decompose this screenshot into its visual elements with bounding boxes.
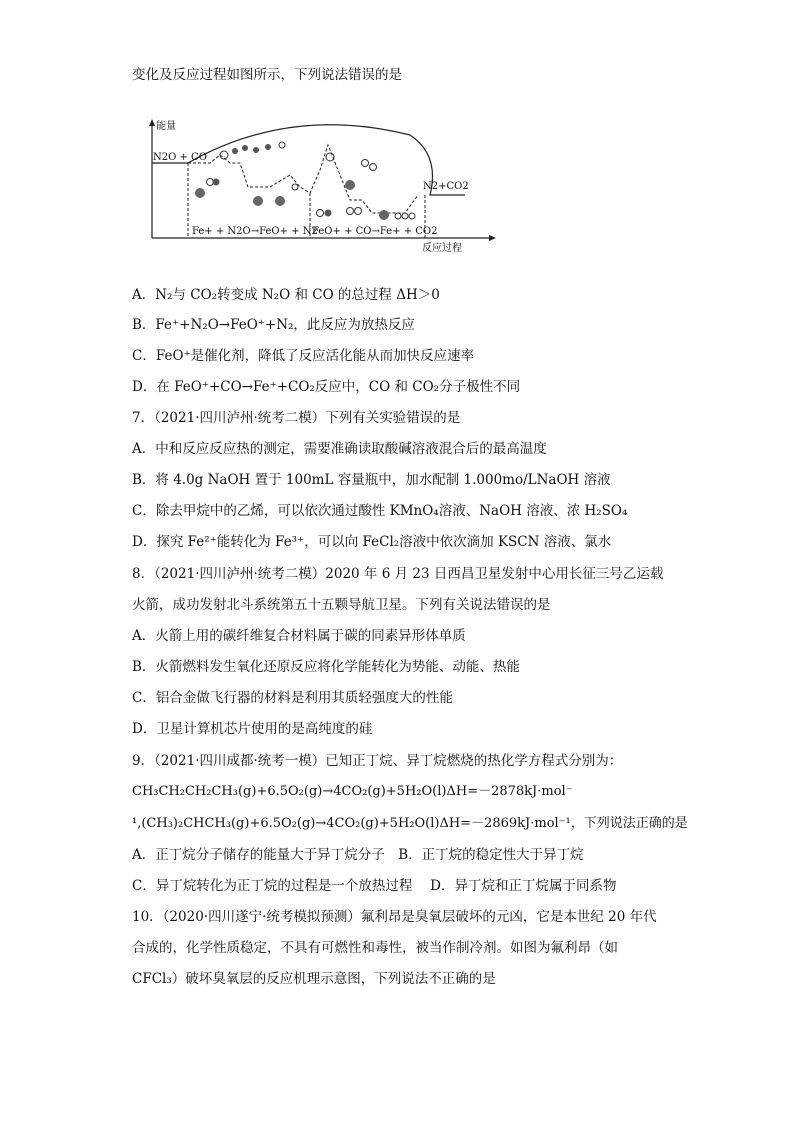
- q9-equation-2: ¹,(CH₃)₂CHCH₃(g)+6.5O₂(g)→4CO₂(g)+5H₂O(l)ΔH=－2869kJ·mol⁻¹，下列说法正确的是: [132, 816, 688, 831]
- atom-icon: [213, 179, 220, 186]
- q9-options-ab: A．正丁烷分子储存的能量大于异丁烷分子 B．正丁烷的稳定性大于异丁烷: [132, 847, 584, 863]
- atom-icon: [242, 145, 248, 151]
- q7-option-b: B．将 4.0g NaOH 置于 100mL 容量瓶中，加水配制 1.000mo/LNaOH 溶液: [132, 472, 611, 488]
- q8-option-c: C．铝合金做飞行器的材料是利用其质轻强度大的性能: [132, 690, 453, 706]
- step2-label: FeO+ + CO→Fe+ + CO2: [312, 226, 438, 237]
- atom-icon: [265, 144, 271, 150]
- q6-option-a: A．N₂与 CO₂转变成 N₂O 和 CO 的总过程 ΔH＞0: [132, 287, 440, 303]
- q8-stem-line1: 8．（2021·四川泸州·统考二模）2020 年 6 月 23 日西昌卫星发射中心用长征三号乙运载: [132, 566, 664, 582]
- q8-option-a: A．火箭上用的碳纤维复合材料属于碳的同素异形体单质: [132, 628, 466, 644]
- q10-stem-line1: 10．（2020·四川遂宁·统考模拟预测）氟利昂是臭氧层破坏的元凶，它是本世纪 20 年代: [132, 909, 657, 925]
- atom-icon: [207, 179, 214, 186]
- atom-icon: [292, 184, 298, 190]
- atom-icon: [317, 210, 324, 217]
- q7-option-d: D．探究 Fe²⁺能转化为 Fe³⁺，可以向 FeCl₂溶液中依次滴加 KSCN 溶液、氯水: [132, 534, 612, 550]
- q9-stem: 9．（2021·四川成都·统考一模）已知正丁烷、异丁烷燃烧的热化学方程式分别为：: [132, 753, 623, 769]
- feo-ion-icon: [253, 196, 263, 206]
- x-axis-arrow-icon: [489, 235, 496, 241]
- atom-icon: [362, 160, 369, 167]
- atom-icon: [395, 213, 401, 219]
- step1-label: Fe+ + N2O→FeO+ + N2: [192, 226, 318, 237]
- q6-option-b: B．Fe⁺+N₂O→FeO⁺+N₂，此反应为放热反应: [132, 317, 415, 333]
- q7-option-a: A．中和反应反应热的测定，需要准确读取酸碱溶液混合后的最高温度: [132, 441, 547, 457]
- atom-icon: [402, 213, 408, 219]
- q6-option-d: D．在 FeO⁺+CO→Fe⁺+CO₂反应中，CO 和 CO₂分子极性不同: [132, 379, 521, 395]
- atom-icon: [355, 208, 362, 215]
- y-axis-label: 能量: [156, 121, 176, 132]
- q7-stem: 7．（2021·四川泸州·统考二模）下列有关实验错误的是: [132, 410, 461, 426]
- x-axis-label: 反应过程: [422, 243, 462, 254]
- atom-icon: [409, 213, 415, 219]
- q7-option-c: C．除去甲烷中的乙烯，可以依次通过酸性 KMnO₄溶液、NaOH 溶液、浓 H₂SO₄: [132, 503, 628, 519]
- fe-ion-icon: [195, 188, 205, 198]
- atom-icon: [347, 208, 354, 215]
- q9-options-cd: C．异丁烷转化为正丁烷的过程是一个放热过程 D．异丁烷和正丁烷属于同系物: [132, 878, 617, 894]
- q10-stem-line2: 合成的，化学性质稳定，不具有可燃性和毒性，被当作制冷剂。如图为氟利昂（如: [132, 940, 618, 956]
- feo-ion-icon: [275, 196, 285, 206]
- atom-icon: [325, 210, 332, 217]
- q8-stem-line2: 火箭，成功发射北斗系统第五十五颗导航卫星。下列有关说法错误的是: [132, 597, 551, 613]
- atom-icon: [345, 180, 355, 190]
- fe-ion-icon: [379, 210, 389, 220]
- q10-stem-line3: CFCl₃）破坏臭氧层的反应机理示意图，下列说法不正确的是: [132, 971, 496, 987]
- start-label: N2O + CO: [153, 152, 207, 163]
- atom-icon: [370, 164, 377, 171]
- catalyzed-path: [188, 145, 418, 213]
- atom-icon: [279, 142, 285, 148]
- atom-icon: [326, 153, 334, 161]
- q8-option-d: D．卫星计算机芯片使用的是高纯度的硅: [132, 721, 373, 737]
- y-axis-arrow-icon: [149, 119, 155, 126]
- q8-option-b: B．火箭燃料发生氧化还原反应将化学能转化为势能、动能、热能: [132, 659, 520, 675]
- atom-icon: [220, 151, 228, 159]
- q9-equation-1: CH₃CH₂CH₂CH₃(g)+6.5O₂(g)→4CO₂(g)+5H₂O(l)ΔH=－2878kJ·mol⁻: [132, 784, 573, 799]
- end-label: N2+CO2: [423, 181, 469, 192]
- q6-option-c: C．FeO⁺是催化剂，降低了反应活化能从而加快反应速率: [132, 348, 475, 364]
- energy-diagram: [140, 115, 500, 255]
- intro-text: 变化及反应过程如图所示，下列说法错误的是: [132, 67, 402, 83]
- atom-icon: [253, 147, 259, 153]
- atom-icon: [232, 148, 238, 154]
